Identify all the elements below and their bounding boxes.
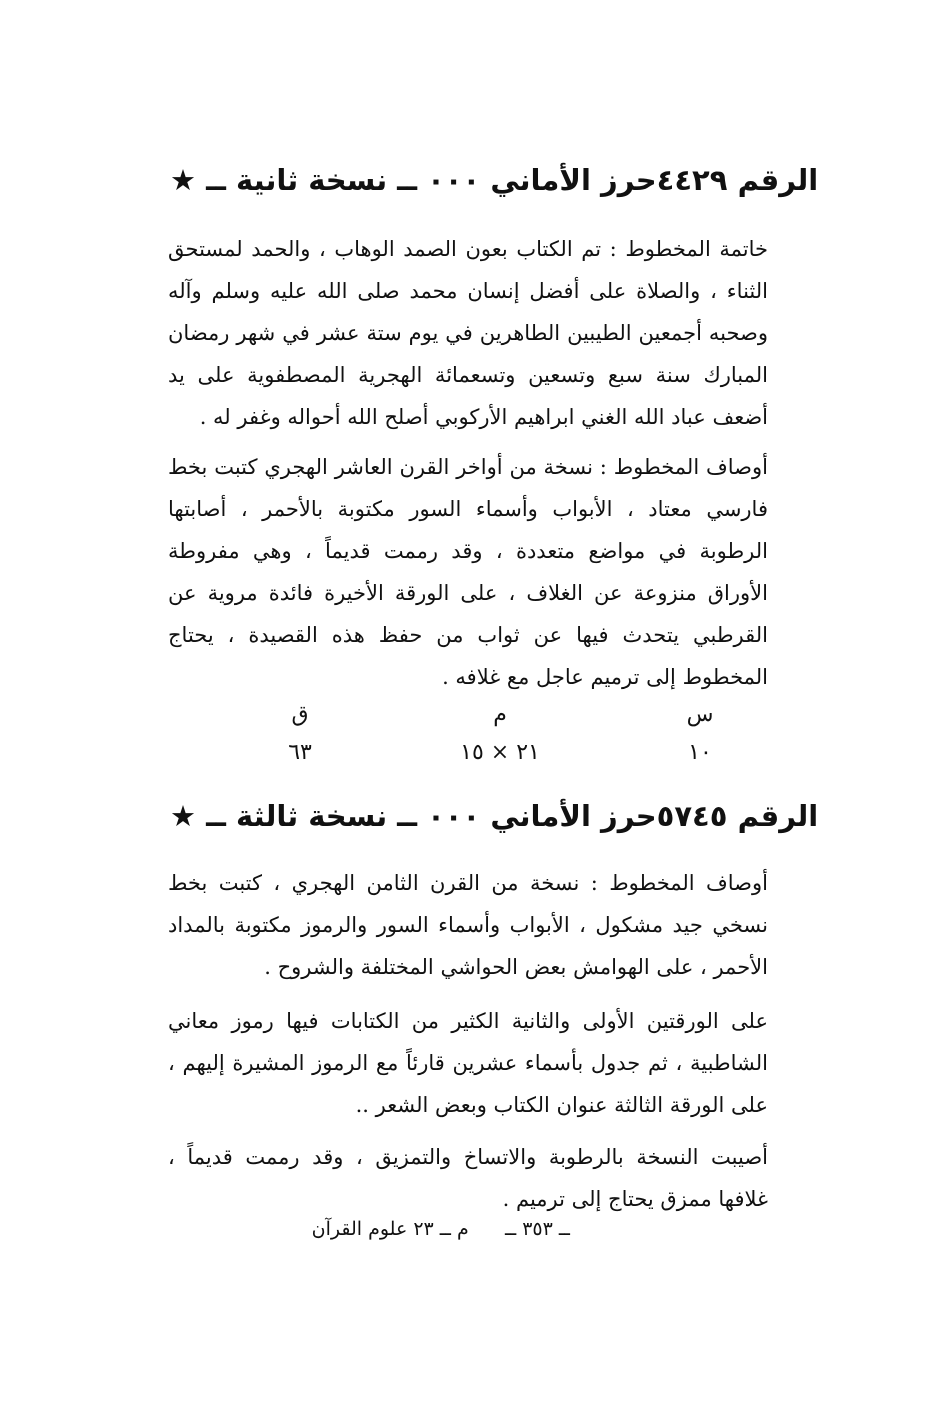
section-heading-copy-2: [170, 160, 819, 200]
meta-value-folios: ٦٣: [288, 740, 312, 765]
heading-number: الرقم ٥٧٤٥: [656, 799, 819, 833]
footer-signature: م ــ ٢٣ علوم القرآن: [311, 1218, 469, 1240]
meta-label-folios: ق: [291, 702, 309, 727]
heading-number: الرقم ٤٤٢٩: [656, 163, 819, 197]
section-heading-copy-3: [170, 796, 819, 836]
pages-paragraph: على الورقتين الأولى والثانية الكثير من الكتابات فيها رموز معاني الشاطبية ، ثم جدول بأسماء عشرين قارئاً مع الرموز المشيرة إليهم ، على الورقة الثالثة عنوان الكتاب وبعض الشعر ..: [168, 1009, 768, 1117]
meta-label-size: م: [493, 702, 507, 727]
meta-value-size: ٢١ × ١٥: [460, 740, 540, 765]
heading-title: حرز الأماني ٠٠٠ ــ نسخة ثانية ــ ★: [170, 163, 657, 197]
page-footer: [210, 1218, 570, 1240]
description-paragraph: أوصاف المخطوط : نسخة من القرن الثامن الهجري ، كتبت بخط نسخي جيد مشكول ، الأبواب وأسماء السور والرموز مكتوبة بالمداد الأحمر ، على الهوامش بعض الحواشي المختلفة والشروح .: [168, 871, 768, 979]
colophon-paragraph: خاتمة المخطوط : تم الكتاب بعون الصمد الوهاب ، والحمد لمستحق الثناء ، والصلاة على أفضل إنسان محمد صلى الله عليه وسلم وآله وصحبه أجمعين الطيبين الطاهرين في يوم ستة عشر في شهر رمضان المبارك سنة سبع وتسعين وتسعمائة الهجرية المصطفوية على يد أضعف عباد الله الغني ابراهيم الأركوبي أصلح الله أحواله وغفر له .: [168, 237, 768, 429]
meta-label-lines: س: [686, 702, 714, 727]
condition-paragraph: أصيبت النسخة بالرطوبة والاتساخ والتمزيق ، وقد رممت قديماً ، غلافها ممزق يحتاج إلى ترميم .: [168, 1145, 768, 1211]
meta-value-lines: ١٠: [688, 740, 712, 765]
meta-values-row: [270, 740, 730, 765]
meta-labels-row: [270, 702, 730, 727]
heading-title: حرز الأماني ٠٠٠ ــ نسخة ثالثة ــ ★: [170, 799, 657, 833]
description-paragraph: أوصاف المخطوط : نسخة من أواخر القرن العاشر الهجري كتبت بخط فارسي معتاد ، الأبواب وأسماء السور مكتوبة بالأحمر ، أصابتها الرطوبة في مواضع متعددة ، وقد رممت قديماً ، وهي مفروطة الأوراق منزوعة عن الغلاف ، على الورقة الأخيرة فائدة مروية عن القرطبي يتحدث فيها عن ثواب من حفظ هذه القصيدة ، يحتاج المخطوط إلى ترميم عاجل مع غلافه .: [168, 455, 768, 689]
page-number: ــ ٣٥٣ ــ: [505, 1218, 570, 1240]
